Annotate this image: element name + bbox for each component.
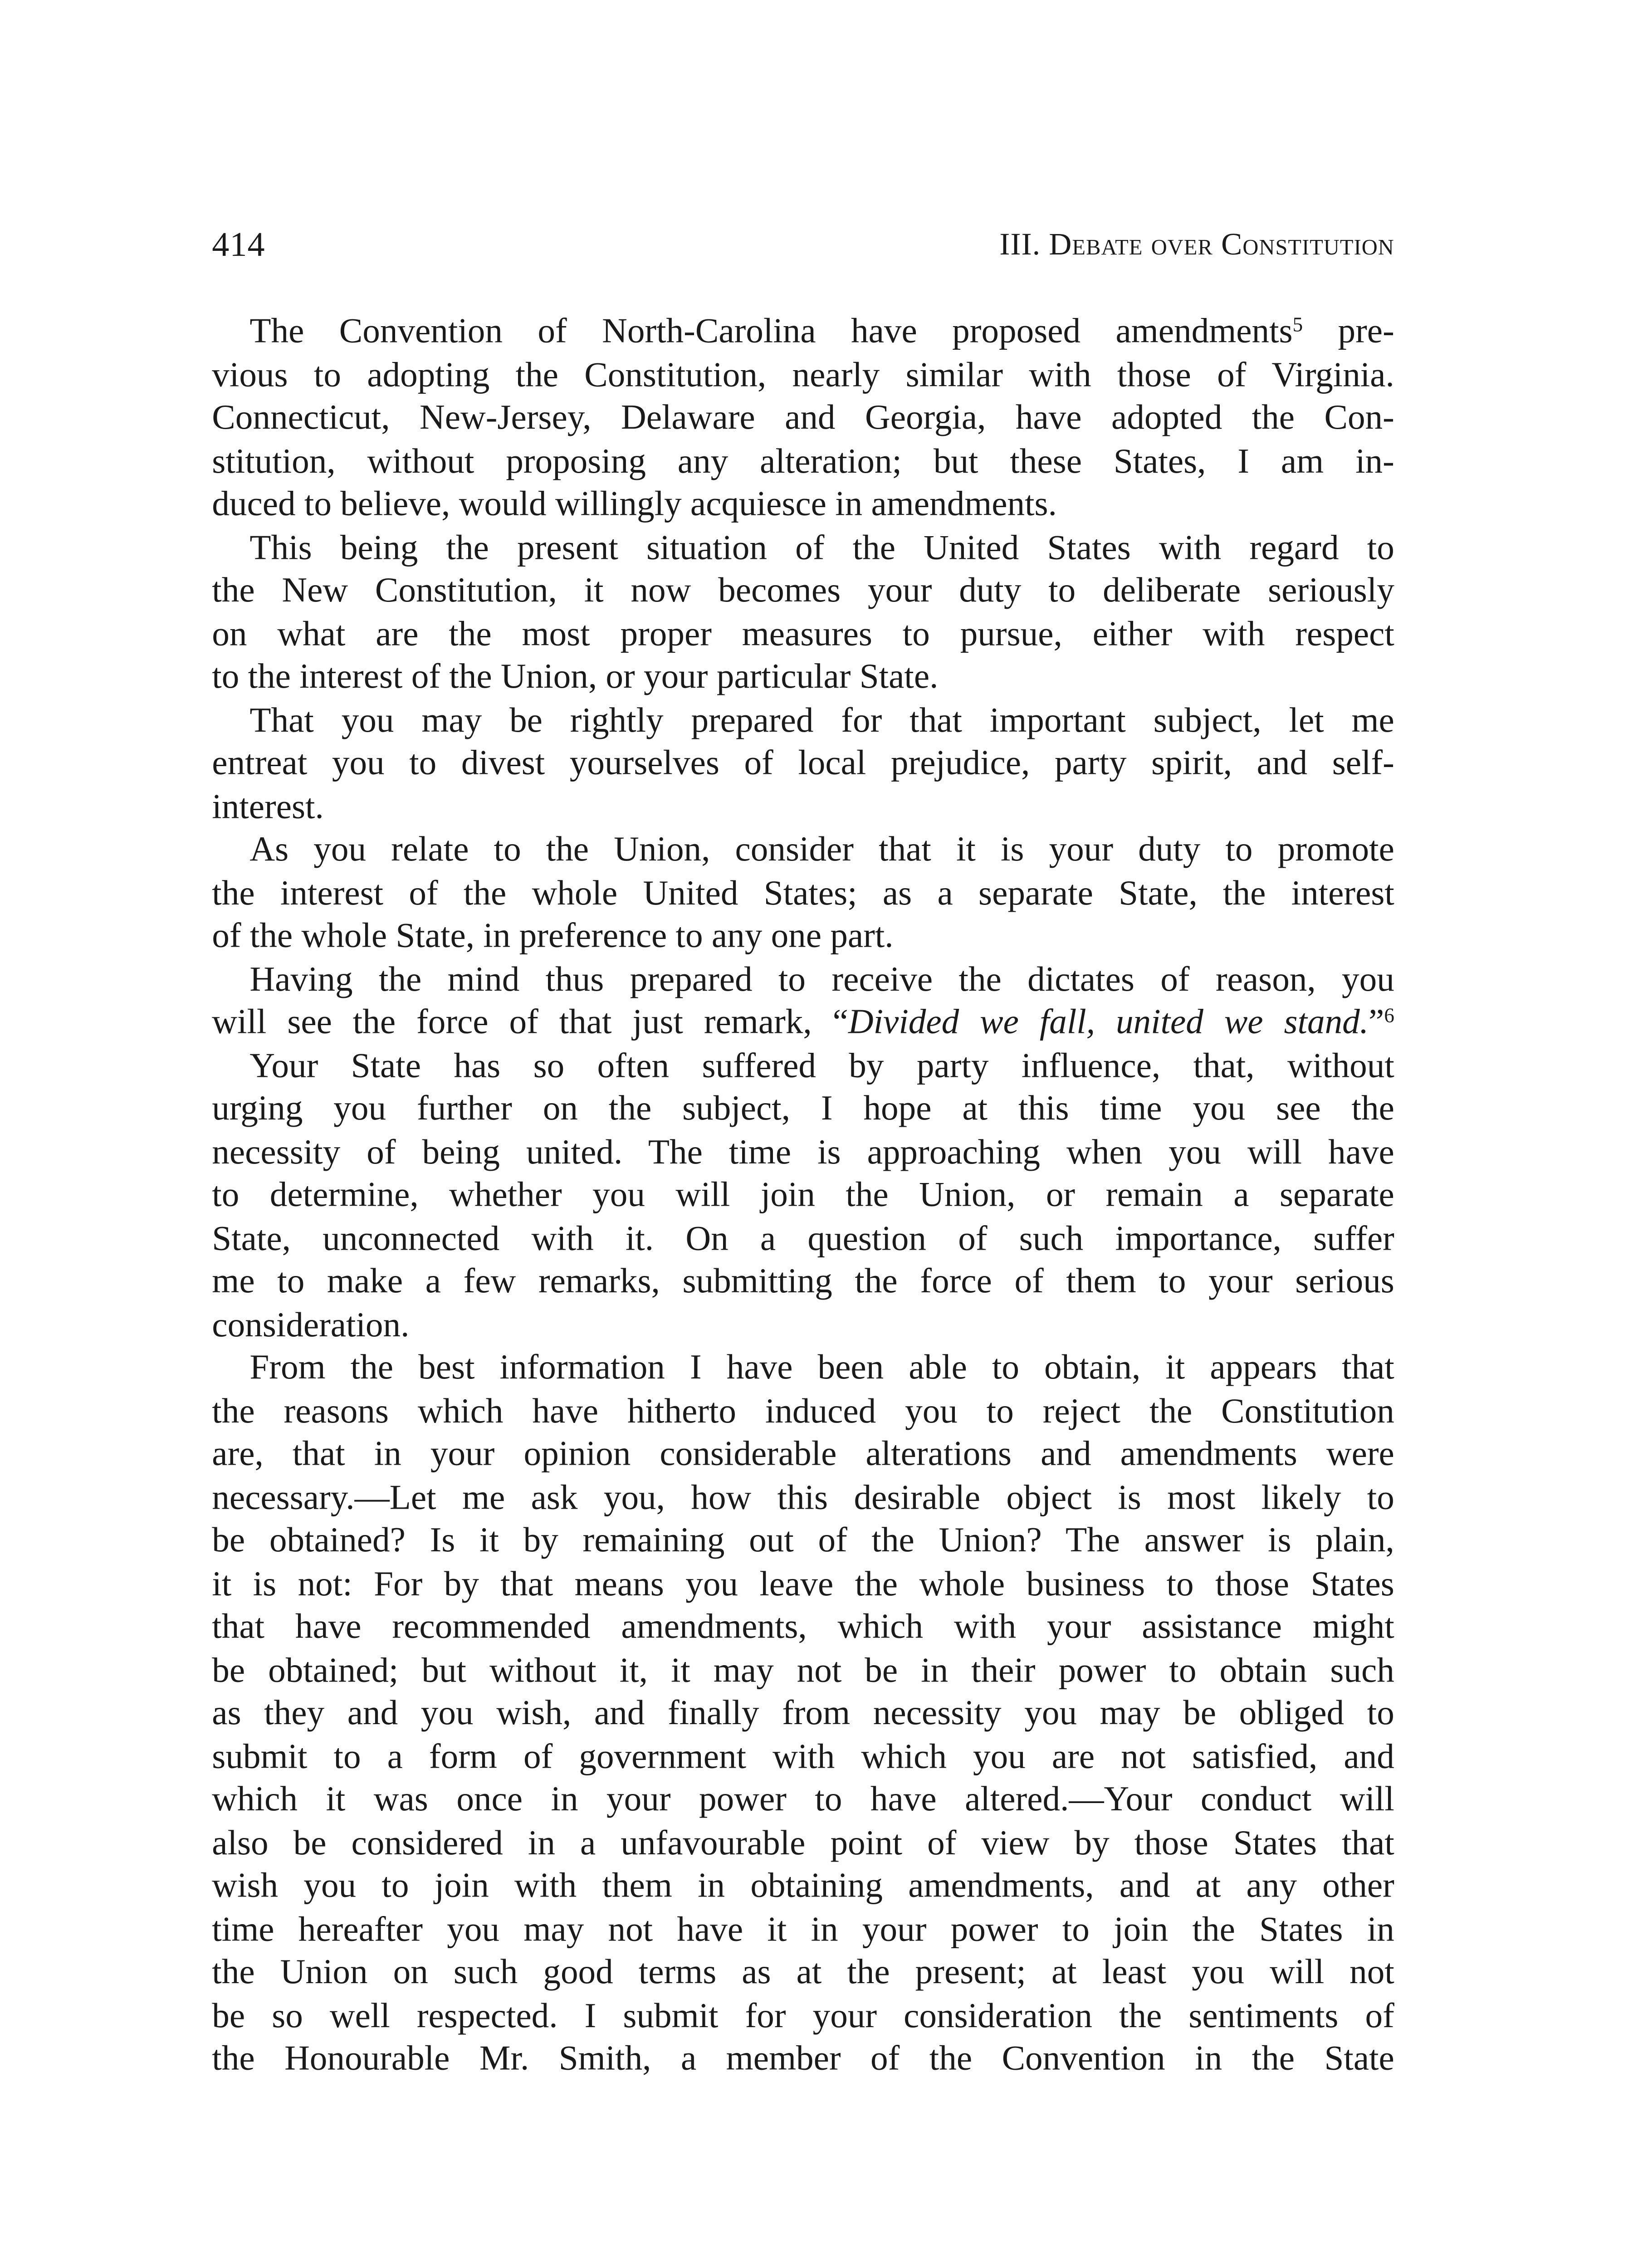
text-line: duced to believe, would willingly acquiesce in amendments. <box>212 484 1057 523</box>
text-line: the New Constitution, it now becomes your duty to deliberate seriously <box>212 570 1394 610</box>
text-line: will see the force of that just remark, “Divided we fall, united we stand.”$^6$ <box>212 1002 1394 1041</box>
text-line: time hereafter you may not have it in your power to join the States in <box>212 1908 1394 1948</box>
text-line: As you relate to the Union, consider that it is your duty to promote <box>249 829 1394 869</box>
quoted-motto: Divided we fall, united we stand. <box>848 1002 1369 1041</box>
text-line: the interest of the whole United States; as a separate State, the interest <box>212 872 1394 912</box>
text-line: stitution, without proposing any alteration; but these States, I am in- <box>212 440 1394 480</box>
text-line: Your State has so often suffered by party influence, that, without <box>249 1045 1394 1085</box>
text-line: the Union on such good terms as at the present; at least you will not <box>212 1951 1394 1991</box>
text-line: Having the mind thus prepared to receive the dictates of reason, you <box>249 958 1394 998</box>
text-line: The Convention of North-Carolina have proposed amendments$^5$ pre- <box>249 311 1394 350</box>
text-line: This being the present situation of the United States with regard to <box>249 527 1394 566</box>
section-title: III. Debate over Constitution <box>999 227 1394 263</box>
text-line: interest. <box>212 786 324 826</box>
text-line: That you may be rightly prepared for that important subject, let me <box>249 699 1394 739</box>
text-line: necessary.—Let me ask you, how this desirable object is most likely to <box>212 1476 1394 1516</box>
text-line: of the whole State, in preference to any one part. <box>212 915 894 955</box>
body-text <box>212 309 1394 2080</box>
text-line: which it was once in your power to have altered.—Your conduct will <box>212 1779 1394 1818</box>
text-line: be so well respected. I submit for your consideration the sentiments of <box>212 1994 1394 2034</box>
paragraph <box>212 698 1394 828</box>
text-line: be obtained? Is it by remaining out of the Union? The answer is plain, <box>212 1520 1394 1559</box>
text-line: that have recommended amendments, which with your assistance might <box>212 1606 1394 1646</box>
text-line: State, unconnected with it. On a question of such importance, suffer <box>212 1217 1394 1257</box>
text-line: entreat you to divest yourselves of local prejudice, party spirit, and self- <box>212 743 1394 782</box>
text-line: as they and you wish, and finally from necessity you may be obliged to <box>212 1692 1394 1732</box>
text-line: on what are the most proper measures to pursue, either with respect <box>212 613 1394 653</box>
text-line: it is not: For by that means you leave the whole business to those States <box>212 1563 1394 1603</box>
text-line: also be considered in a unfavourable point of view by those States that <box>212 1822 1394 1862</box>
text-line: wish you to join with them in obtaining amendments, and at any other <box>212 1865 1394 1905</box>
text-line: urging you further on the subject, I hope at this time you see the <box>212 1088 1394 1128</box>
text-line: me to make a few remarks, submitting the force of them to your serious <box>212 1261 1394 1300</box>
paragraph <box>212 525 1394 698</box>
text-line: be obtained; but without it, it may not be in their power to obtain such <box>212 1649 1394 1689</box>
text-line: Connecticut, New-Jersey, Delaware and Georgia, have adopted the Con- <box>212 397 1394 437</box>
paragraph <box>212 1043 1394 1345</box>
paragraph <box>212 827 1394 957</box>
paragraph <box>212 957 1394 1043</box>
text-line: From the best information I have been able to obtain, it appears that <box>249 1347 1394 1387</box>
text-line: the Honourable Mr. Smith, a member of the Convention in the State <box>212 2038 1394 2077</box>
text-line: submit to a form of government with which you are not satisfied, and <box>212 1735 1394 1775</box>
page-number: 414 <box>212 225 265 264</box>
text-line: necessity of being united. The time is approaching when you will have <box>212 1131 1394 1171</box>
text-line: to determine, whether you will join the Union, or remain a separate <box>212 1174 1394 1214</box>
text-line: to the interest of the Union, or your particular State. <box>212 656 939 696</box>
text-line: vious to adopting the Constitution, nearly similar with those of Virginia. <box>212 354 1394 394</box>
text-line: the reasons which have hitherto induced you to reject the Constitution <box>212 1390 1394 1430</box>
text-line: are, that in your opinion considerable alterations and amendments were <box>212 1433 1394 1473</box>
footnote-reference: 5 <box>1292 312 1303 336</box>
paragraph <box>212 1346 1394 2080</box>
paragraph <box>212 309 1394 525</box>
text-line: consideration. <box>212 1304 410 1344</box>
running-head <box>212 223 1394 267</box>
footnote-reference: 6 <box>1384 1003 1394 1027</box>
